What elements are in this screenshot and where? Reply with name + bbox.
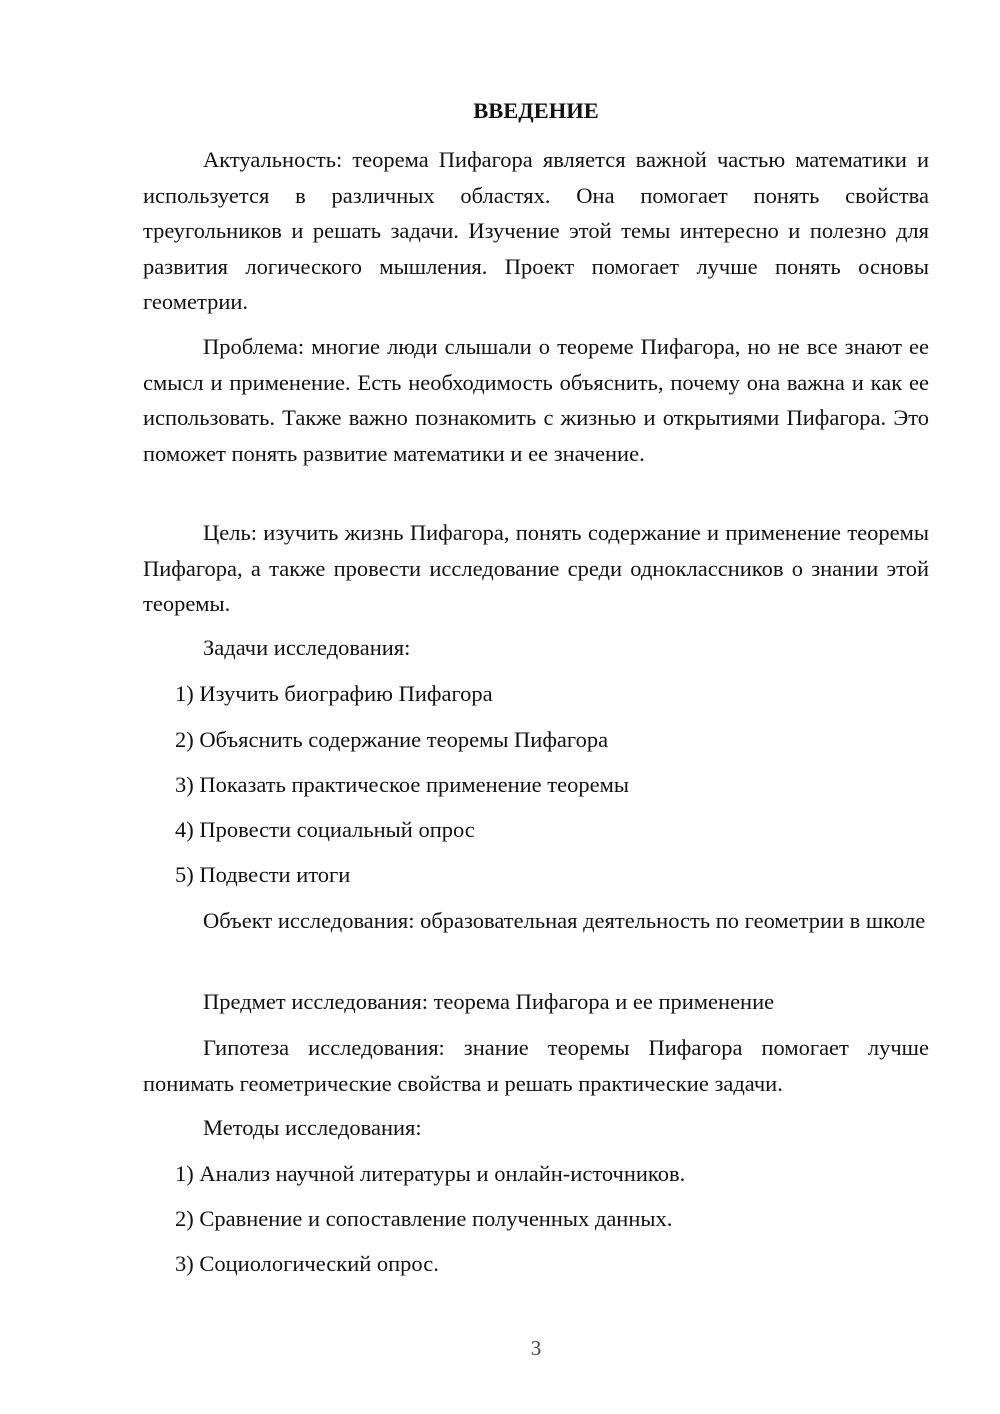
list-item: 4) Провести социальный опрос — [175, 817, 475, 842]
page-number: 3 — [530, 1336, 542, 1360]
list-item: 2) Сравнение и сопоставление полученных данных. — [175, 1206, 673, 1231]
tasks-heading: Задачи исследования: — [203, 635, 411, 660]
paragraph-goal: Цель: изучить жизнь Пифагора, понять содержание и применение теоремы Пифагора, а также провести исследование среди одноклассников о знании этой теоремы. — [143, 520, 929, 616]
paragraph-problem: Проблема: многие люди слышали о теореме Пифагора, но не все знают ее смысл и применение. Есть необходимость объяснить, почему она важна и как ее использовать. Также важно познакомить с жизнью и открытиями Пифагора. Это поможет понять развитие математики и ее значение. — [143, 334, 929, 466]
list-item: 3) Показать практическое применение теоремы — [175, 772, 629, 797]
list-item: 5) Подвести итоги — [175, 862, 351, 887]
paragraph-object: Объект исследования: образовательная деятельность по геометрии в школе — [203, 908, 926, 933]
list-item: 1) Анализ научной литературы и онлайн-источников. — [175, 1161, 686, 1186]
list-item: 3) Социологический опрос. — [175, 1251, 439, 1276]
list-item: 2) Объяснить содержание теоремы Пифагора — [175, 727, 609, 752]
methods-heading: Методы исследования: — [203, 1115, 422, 1140]
document-page — [143, 0, 929, 1414]
paragraph-subject: Предмет исследования: теорема Пифагора и ее применение — [203, 989, 775, 1014]
paragraph-hypothesis: Гипотеза исследования: знание теоремы Пифагора помогает лучше понимать геометрические свойства и решать практические задачи. — [143, 1035, 929, 1096]
page-title: ВВЕДЕНИЕ — [473, 98, 599, 123]
paragraph-relevance: Актуальность: теорема Пифагора является важной частью математики и используется в различных областях. Она помогает понять свойства треугольников и решать задачи. Изучение этой темы интересно и полезно для развития логического мышления. Проект помогает лучше понять основы геометрии. — [143, 147, 929, 314]
list-item: 1) Изучить биографию Пифагора — [175, 681, 493, 706]
